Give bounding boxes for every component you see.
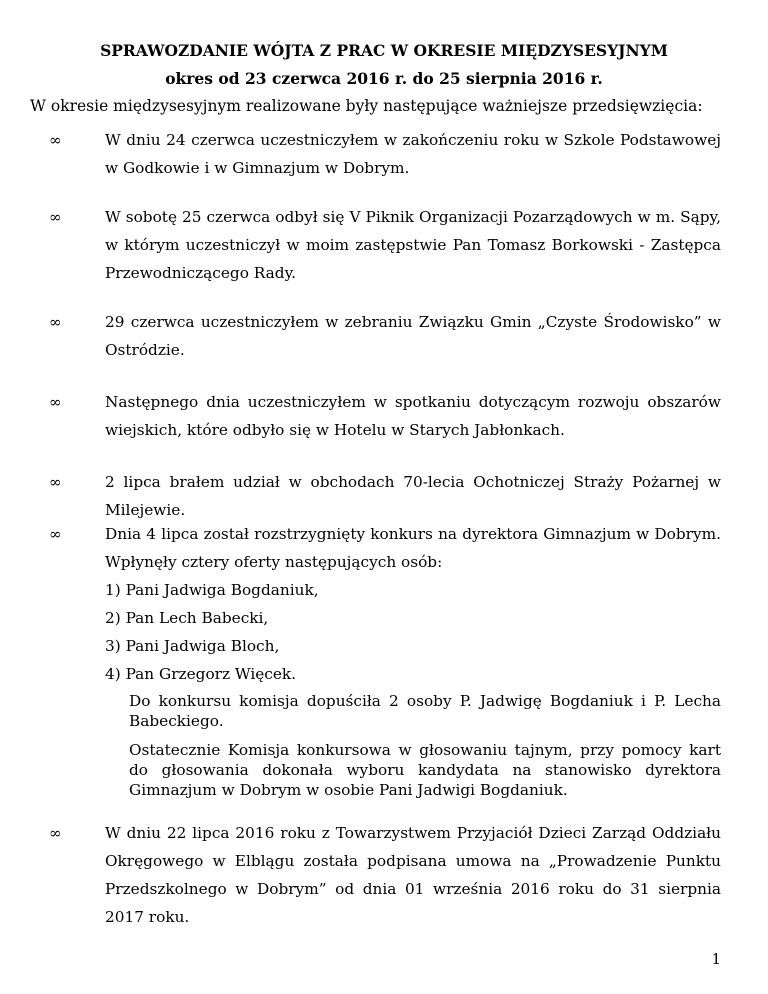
infinity-bullet-icon: ∞ (49, 131, 62, 149)
infinity-bullet-icon: ∞ (49, 208, 62, 226)
infinity-bullet-icon: ∞ (49, 824, 62, 842)
list-item (49, 819, 721, 931)
infinity-bullet-icon: ∞ (49, 393, 62, 411)
commission-admission-paragraph: Do konkursu komisja dopuściła 2 osoby P. Jadwigę Bogdaniuk i P. Lecha Babeckiego. (129, 692, 721, 730)
list-item-text: 29 czerwca uczestniczyłem w zebraniu Związku Gmin „Czyste Środowisko” w Ostródzie. (105, 313, 721, 359)
candidate-item: 1) Pani Jadwiga Bogdaniuk, (105, 581, 319, 599)
list-item (49, 468, 721, 524)
list-item-text: Następnego dnia uczestniczyłem w spotkaniu dotyczącym rozwoju obszarów wiejskich, które odbyło się w Hotelu w Starych Jabłonkach. (105, 393, 721, 439)
commission-decision-paragraph: Ostatecznie Komisja konkursowa w głosowaniu tajnym, przy pomocy kart do głosowania dokonała wyboru kandydata na stanowisko dyrektora Gimnazjum w Dobrym w osobie Pani Jadwigi Bogdaniuk. (129, 741, 721, 799)
list-item (49, 520, 721, 800)
document-subtitle-period: okres od 23 czerwca 2016 r. do 25 sierpnia 2016 r. (165, 69, 603, 88)
list-item-text: W dniu 22 lipca 2016 roku z Towarzystwem Przyjaciół Dzieci Zarząd Oddziału Okręgowego w Elblągu została podpisana umowa na „Prowadzenie Punktu Przedszkolnego w Dobrym” od dnia 01 września 2016 roku do 31 sierpnia 2017 roku. (105, 824, 721, 926)
infinity-bullet-icon: ∞ (49, 525, 62, 543)
document-title: SPRAWOZDANIE WÓJTA Z PRAC W OKRESIE MIĘDZYSESYJNYM (100, 41, 668, 60)
list-item (49, 203, 721, 287)
infinity-bullet-icon: ∞ (49, 473, 62, 491)
intro-text: W okresie międzysesyjnym realizowane były następujące ważniejsze przedsięwzięcia: (30, 97, 703, 115)
list-item (49, 308, 721, 364)
list-item (49, 388, 721, 444)
candidate-item: 3) Pani Jadwiga Bloch, (105, 637, 280, 655)
candidate-item: 4) Pan Grzegorz Więcek. (105, 665, 297, 683)
candidate-list (105, 576, 721, 688)
candidate-item: 2) Pan Lech Babecki, (105, 609, 269, 627)
list-item-text: 2 lipca brałem udział w obchodach 70-lecia Ochotniczej Straży Pożarnej w Milejewie. (105, 473, 721, 519)
page-number: 1 (711, 950, 721, 968)
list-item-text: W sobotę 25 czerwca odbył się V Piknik Organizacji Pozarządowych w m. Sąpy, w którym uczestniczył w moim zastępstwie Pan Tomasz Borkowski - Zastępca Przewodniczącego Rady. (105, 208, 721, 282)
infinity-bullet-icon: ∞ (49, 313, 62, 331)
list-item-text: Dnia 4 lipca został rozstrzygnięty konkurs na dyrektora Gimnazjum w Dobrym. Wpłynęły cztery oferty następujących osób: (105, 525, 721, 571)
list-item-text: W dniu 24 czerwca uczestniczyłem w zakończeniu roku w Szkole Podstawowej w Godkowie i w Gimnazjum w Dobrym. (105, 131, 721, 177)
list-item (49, 126, 721, 182)
